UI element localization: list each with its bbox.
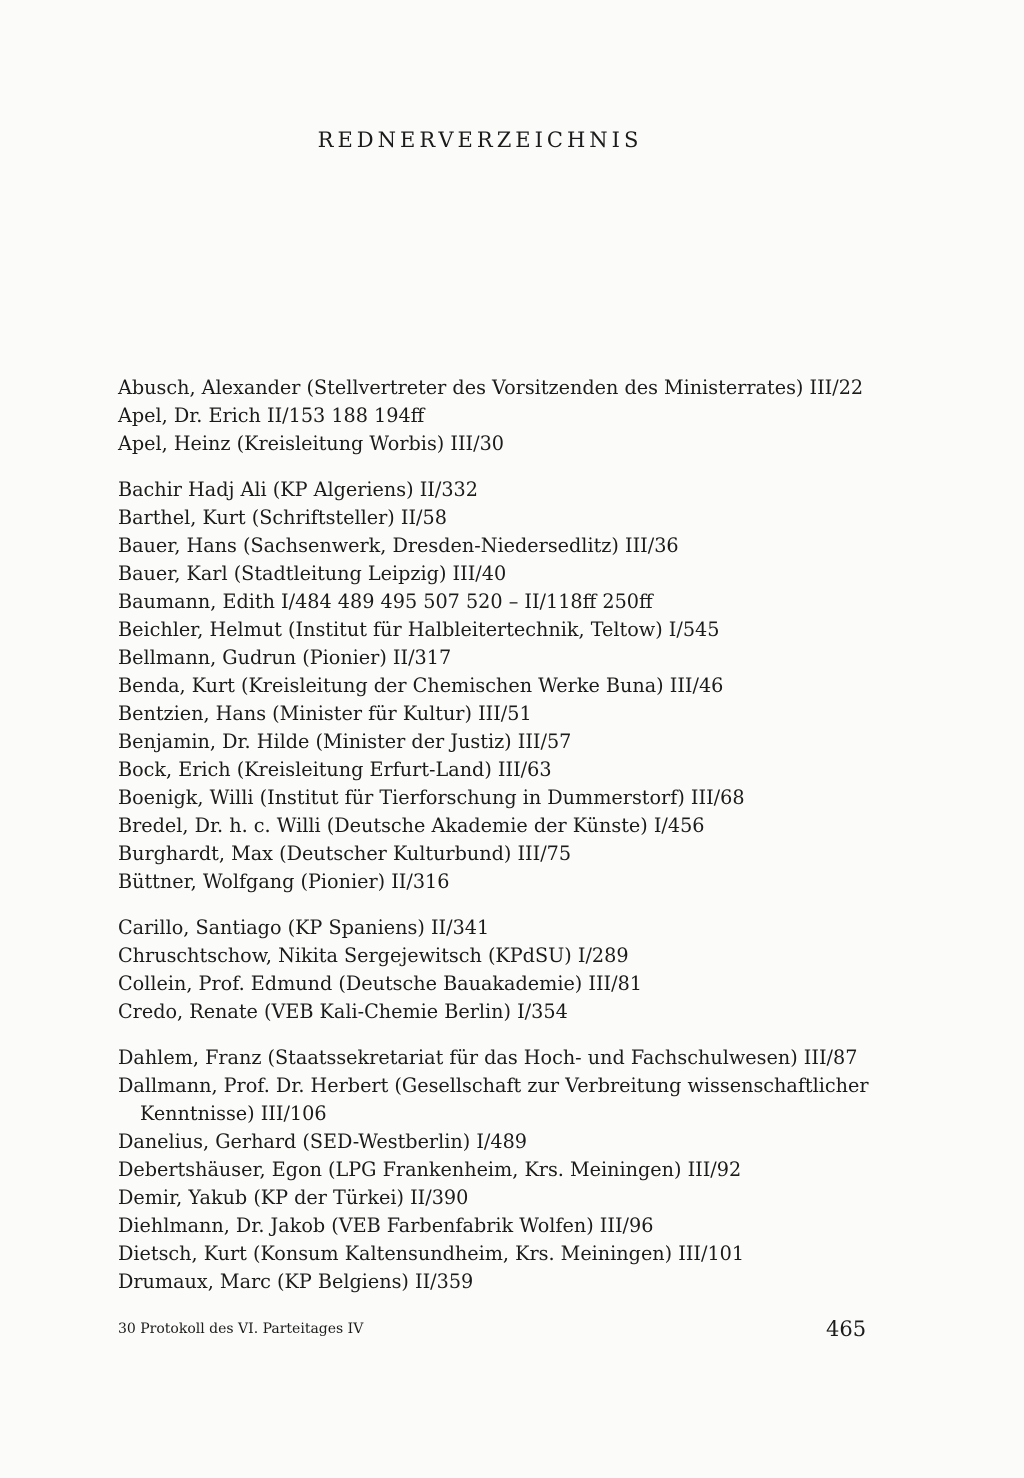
index-entry: Benjamin, Dr. Hilde (Minister der Justiz) III/57 xyxy=(118,730,572,753)
index-entry: Debertshäuser, Egon (LPG Frankenheim, Krs. Meiningen) III/92 xyxy=(118,1158,742,1181)
page-number: 465 xyxy=(826,1317,867,1341)
index-entry: Bauer, Karl (Stadtleitung Leipzig) III/40 xyxy=(118,562,507,585)
index-entry: Bellmann, Gudrun (Pionier) II/317 xyxy=(118,646,452,669)
index-entry: Bachir Hadj Ali (KP Algeriens) II/332 xyxy=(118,478,478,501)
index-entry: Dallmann, Prof. Dr. Herbert (Gesellschaft zur Verbreitung wissenschaftlicher Kenntnisse) III/106 xyxy=(118,1074,869,1125)
index-entry: Baumann, Edith I/484 489 495 507 520 – II/118ff 250ff xyxy=(118,590,653,613)
index-entry: Credo, Renate (VEB Kali-Chemie Berlin) I/354 xyxy=(118,1000,568,1023)
index-entry: Boenigk, Willi (Institut für Tierforschung in Dummerstorf) III/68 xyxy=(118,786,745,809)
index-entry: Apel, Heinz (Kreisleitung Worbis) III/30 xyxy=(118,432,504,455)
index-entry: Bredel, Dr. h. c. Willi (Deutsche Akademie der Künste) I/456 xyxy=(118,814,705,837)
index-entry: Chruschtschow, Nikita Sergejewitsch (KPdSU) I/289 xyxy=(118,944,629,967)
index-entry: Bentzien, Hans (Minister für Kultur) III/51 xyxy=(118,702,532,725)
index-entry: Collein, Prof. Edmund (Deutsche Bauakademie) III/81 xyxy=(118,972,643,995)
index-entry: Drumaux, Marc (KP Belgiens) II/359 xyxy=(118,1270,474,1293)
index-entry: Dietsch, Kurt (Konsum Kaltensundheim, Krs. Meiningen) III/101 xyxy=(118,1242,745,1265)
index-group-c xyxy=(118,914,908,1026)
index-entry: Büttner, Wolfgang (Pionier) II/316 xyxy=(118,870,450,893)
index-group-a xyxy=(118,374,908,458)
page-title: REDNERVERZEICHNIS xyxy=(317,128,643,152)
index-entry: Burghardt, Max (Deutscher Kulturbund) III/75 xyxy=(118,842,572,865)
index-group-d xyxy=(118,1044,908,1296)
index-entry: Abusch, Alexander (Stellvertreter des Vorsitzenden des Ministerrates) III/22 xyxy=(118,376,864,399)
index-entry: Diehlmann, Dr. Jakob (VEB Farbenfabrik Wolfen) III/96 xyxy=(118,1214,654,1237)
index-entry: Beichler, Helmut (Institut für Halbleitertechnik, Teltow) I/545 xyxy=(118,618,720,641)
index-group-b xyxy=(118,476,908,896)
index-entry: Benda, Kurt (Kreisleitung der Chemischen Werke Buna) III/46 xyxy=(118,674,724,697)
footer-signature: 30 Protokoll des VI. Parteitages IV xyxy=(118,1321,364,1337)
index-entry: Danelius, Gerhard (SED-Westberlin) I/489 xyxy=(118,1130,527,1153)
index-entry: Demir, Yakub (KP der Türkei) II/390 xyxy=(118,1186,469,1209)
index-entry: Apel, Dr. Erich II/153 188 194ff xyxy=(118,404,425,427)
index-entry: Bauer, Hans (Sachsenwerk, Dresden-Niedersedlitz) III/36 xyxy=(118,534,679,557)
index-entry: Dahlem, Franz (Staatssekretariat für das Hoch- und Fachschulwesen) III/87 xyxy=(118,1046,858,1069)
index-entry: Carillo, Santiago (KP Spaniens) II/341 xyxy=(118,916,490,939)
speaker-index xyxy=(118,374,908,1314)
index-entry: Barthel, Kurt (Schriftsteller) II/58 xyxy=(118,506,447,529)
index-entry: Bock, Erich (Kreisleitung Erfurt-Land) III/63 xyxy=(118,758,552,781)
